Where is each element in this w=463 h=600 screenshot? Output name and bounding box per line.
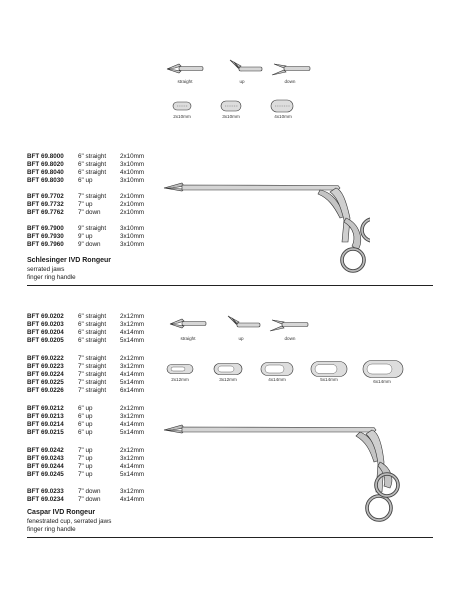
spec-row [27,471,160,479]
spec-row [27,177,160,185]
item-length: 7" up [78,471,93,479]
spec-row [27,355,160,363]
item-code: BFT 69.0226 [27,387,64,395]
spec-row [27,233,160,241]
product-description-line: serrated jaws [27,266,65,273]
item-code: BFT 69.0213 [27,413,64,421]
spec-row [27,225,160,233]
spec-row [27,405,160,413]
tip-label-down: down [284,336,296,341]
item-size: 2x10mm [120,193,145,200]
section-divider [27,537,433,538]
down-tip-icon [268,316,310,334]
caspar-rongeur-illustration [160,420,400,530]
item-code: BFT 69.0242 [27,447,64,454]
spec-group-4 [27,313,160,345]
jaw-size-label: 4x10mm [274,114,292,119]
section-divider [27,285,433,286]
jaw-size-label: 4x14mm [268,377,286,382]
jaw-4x14-icon [260,361,294,377]
down-tip-icon [270,60,312,78]
item-code: BFT 69.0234 [27,496,64,504]
spec-row [27,153,160,161]
tip-label-down: down [284,79,296,84]
spec-group-7 [27,447,160,479]
spec-row [27,313,160,321]
item-length: 6" straight [78,161,107,169]
spec-row [27,371,160,379]
item-length: 6" up [78,413,93,421]
spec-group-2 [27,193,160,217]
spec-row [27,496,160,504]
item-code: BFT 69.0212 [27,405,64,412]
spec-row [27,161,160,169]
item-size: 5x14mm [120,471,145,479]
spec-row [27,387,160,395]
item-code: BFT 69.0233 [27,488,64,495]
spec-group-8 [27,488,160,504]
jaw-size-label: 3x10mm [222,114,240,119]
schlesinger-rongeur-illustration [160,178,370,276]
straight-tip-icon [165,60,205,76]
item-code: BFT 69.0202 [27,313,64,320]
item-size: 5x14mm [120,337,145,345]
spec-group-5 [27,355,160,395]
item-length: 6" up [78,421,93,429]
item-size: 3x12mm [120,321,145,329]
spec-row [27,209,160,217]
jaw-size-label: 5x14mm [320,377,338,382]
item-code: BFT 69.8000 [27,153,64,160]
item-code: BFT 69.0243 [27,455,64,463]
item-size: 4x14mm [120,463,145,471]
item-size: 2x12mm [120,447,145,454]
spec-row [27,241,160,249]
item-code: BFT 69.0203 [27,321,64,329]
jaw-size-label: 2x12mm [171,377,189,382]
item-size: 6x14mm [120,387,145,395]
item-length: 7" up [78,455,93,463]
item-size: 2x12mm [120,313,145,320]
item-size: 3x12mm [120,488,145,495]
item-size: 4x14mm [120,371,145,379]
item-code: BFT 69.0222 [27,355,64,362]
spec-row [27,455,160,463]
spec-row [27,488,160,496]
jaw-3x10-icon [220,99,242,113]
spec-row [27,447,160,455]
item-size: 3x12mm [120,455,145,463]
item-code: BFT 69.7732 [27,201,64,209]
item-size: 5x14mm [120,379,145,387]
item-code: BFT 69.7702 [27,193,64,200]
item-length: 6" straight [78,337,107,345]
item-length: 7" straight [78,355,107,362]
item-code: BFT 69.7930 [27,233,64,241]
spec-row [27,379,160,387]
jaw-4x10-icon [270,98,294,114]
spec-group-3 [27,225,160,249]
item-size: 4x14mm [120,421,145,429]
jaw-2x10-icon [172,100,192,112]
item-length: 7" straight [78,379,107,387]
product-description-line: finger ring handle [27,274,76,281]
item-length: 7" straight [78,193,107,200]
item-length: 6" straight [78,313,107,320]
item-size: 2x10mm [120,209,145,217]
product-name: Caspar IVD Rongeur [27,509,96,516]
item-length: 6" up [78,405,93,412]
item-size: 4x14mm [120,329,145,337]
item-code: BFT 69.0223 [27,363,64,371]
up-tip-icon [222,313,262,333]
item-code: BFT 69.0225 [27,379,64,387]
item-size: 3x10mm [120,161,145,169]
spec-group-6 [27,405,160,437]
item-length: 9" down [78,241,101,249]
item-code: BFT 69.8040 [27,169,64,177]
product-name: Schlesinger IVD Rongeur [27,257,112,264]
item-code: BFT 69.8030 [27,177,64,185]
jaw-3x12-icon [213,362,243,376]
spec-row [27,169,160,177]
jaw-size-label: 2x10mm [173,114,191,119]
product-description-line: fenestrated cup, serrated jaws [27,518,112,525]
item-size: 3x10mm [120,241,145,249]
item-size: 4x14mm [120,496,145,504]
item-code: BFT 69.7900 [27,225,64,232]
item-size: 2x10mm [120,153,145,160]
item-size: 3x10mm [120,233,145,241]
spec-row [27,193,160,201]
spec-row [27,463,160,471]
tip-label-straight: straight [180,336,196,341]
item-length: 7" straight [78,387,107,395]
item-length: 7" down [78,496,101,504]
item-size: 3x12mm [120,363,145,371]
item-length: 7" straight [78,371,107,379]
tip-label-straight: straight [177,79,193,84]
item-code: BFT 69.0204 [27,329,64,337]
spec-row [27,413,160,421]
item-code: BFT 69.0245 [27,471,64,479]
item-length: 7" down [78,488,101,495]
item-length: 9" straight [78,225,107,232]
item-code: BFT 69.0244 [27,463,64,471]
item-size: 4x10mm [120,169,145,177]
jaw-5x14-icon [310,360,348,378]
item-length: 7" up [78,201,93,209]
spec-row [27,363,160,371]
item-size: 3x10mm [120,225,145,232]
item-size: 2x10mm [120,201,145,209]
spec-row [27,429,160,437]
spec-row [27,201,160,209]
item-length: 6" straight [78,153,107,160]
item-size: 3x10mm [120,177,145,185]
item-length: 6" up [78,429,93,437]
jaw-size-label: 6x14mm [373,379,391,384]
item-code: BFT 69.7762 [27,209,64,217]
item-code: BFT 69.7960 [27,241,64,249]
jaw-2x12-icon [166,363,194,375]
item-size: 2x12mm [120,405,145,412]
spec-row [27,329,160,337]
tip-label-up: up [238,336,244,341]
product-description-line: finger ring handle [27,526,76,533]
item-size: 3x12mm [120,413,145,421]
item-length: 9" up [78,233,93,241]
finger-ring-icon [372,470,402,500]
item-length: 6" straight [78,329,107,337]
item-length: 7" up [78,463,93,471]
item-length: 7" up [78,447,93,454]
straight-tip-icon [168,316,208,332]
spec-row [27,321,160,329]
spec-row [27,421,160,429]
item-size: 2x12mm [120,355,145,362]
tip-label-up: up [239,79,245,84]
item-code: BFT 69.0214 [27,421,64,429]
jaw-6x14-icon [362,359,404,379]
item-length: 6" straight [78,321,107,329]
item-code: BFT 69.0215 [27,429,64,437]
item-code: BFT 69.0205 [27,337,64,345]
item-length: 7" straight [78,363,107,371]
item-length: 6" straight [78,169,107,177]
item-length: 6" up [78,177,93,185]
jaw-size-label: 3x12mm [219,377,237,382]
spec-group-1 [27,153,160,185]
item-code: BFT 69.0224 [27,371,64,379]
item-code: BFT 69.8020 [27,161,64,169]
spec-row [27,337,160,345]
up-tip-icon [224,57,264,77]
item-size: 5x14mm [120,429,145,437]
item-length: 7" down [78,209,101,217]
